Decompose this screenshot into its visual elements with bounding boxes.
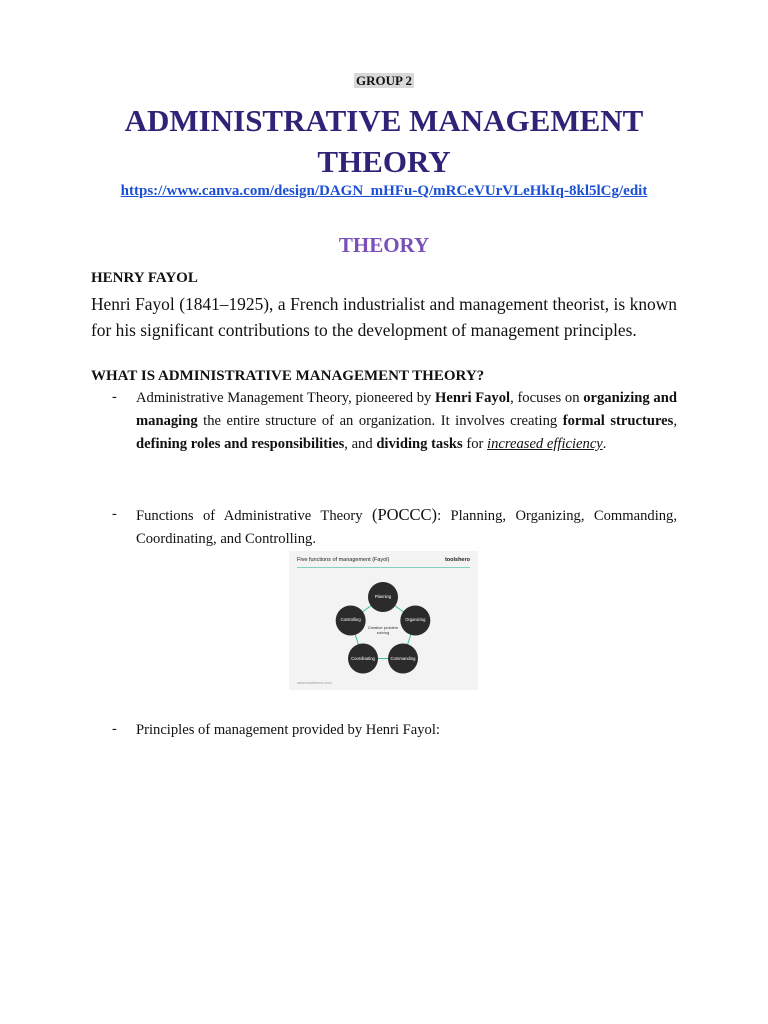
group-label: GROUP 2 (356, 73, 412, 88)
bullet-marker: - (112, 721, 117, 737)
function-node-label: Organizing (405, 617, 426, 623)
question-heading: WHAT IS ADMINISTRATIVE MANAGEMENT THEORY? (91, 368, 485, 384)
five-functions-diagram (289, 551, 478, 690)
diagram-title: Five functions of management (Fayol) (297, 557, 390, 563)
page-title (60, 100, 708, 182)
title-line-2: THEORY (317, 144, 451, 179)
diagram-footer: www.toolshero.com (297, 680, 332, 685)
bullet-marker: - (112, 389, 117, 405)
intro-paragraph: Henri Fayol (1841–1925), a French industrialist and management theorist, is known for his significant contributions to the development of management principles. (91, 294, 677, 340)
person-heading: HENRY FAYOL (91, 270, 198, 286)
function-node-label: Coordinating (351, 655, 375, 661)
bullet-definition: Administrative Management Theory, pioneered by Henri Fayol, focuses on organizing and managing the entire structure of an organization. It involves creating formal structures, defining roles and responsibilities, and dividing tasks for increased efficiency. (136, 390, 677, 452)
canva-link[interactable]: https://www.canva.com/design/DAGN_mHFu-Q/mRCeVUrVLeHkIq-8kl5lCg/edit (120, 183, 648, 199)
bullet-functions: Functions of Administrative Theory (POCCC): Planning, Organizing, Commanding, Coordinating, and Controlling. (136, 505, 677, 547)
diagram-brand: toolshero (444, 557, 470, 563)
function-node-label: Planning (374, 594, 392, 599)
title-line-1: ADMINISTRATIVE MANAGEMENT (124, 103, 644, 138)
diagram-graphic (289, 551, 478, 690)
function-node-label: Commanding (390, 655, 416, 661)
bullet-marker: - (112, 506, 117, 522)
function-node-label: Controlling (340, 617, 361, 623)
diagram-center-label: Creative problem solving (367, 625, 399, 635)
bullet-principles: Principles of management provided by Henri Fayol: (136, 722, 440, 738)
section-title: THEORY (338, 233, 430, 257)
